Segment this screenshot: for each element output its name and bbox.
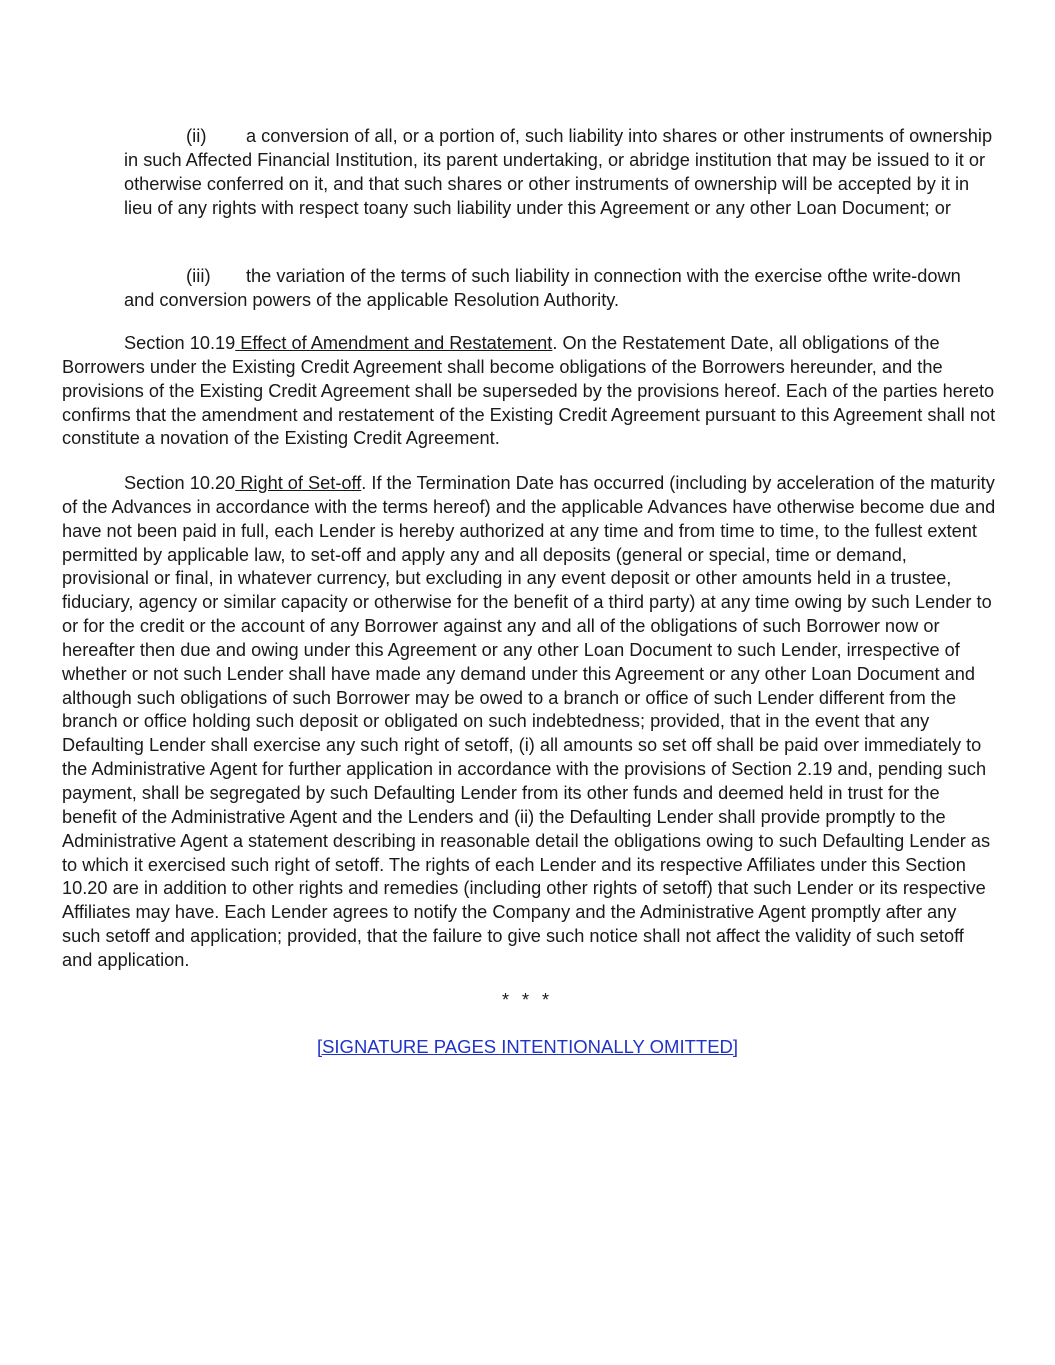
clause-ii-label: (ii) (186, 125, 207, 146)
clause-ii-text: a conversion of all, or a portion of, such liability into shares or other instruments of ownership in such Affected Financial Institution, its parent undertaking, or abridge institution that may be issued to it or otherwise conferred on it, and that such shares or other instruments of ownership will be accepted by it in lieu of any rights with respect toany such liability under this Agreement or any other Loan Document; or (124, 126, 993, 218)
signature-pages-link[interactable]: [SIGNATURE PAGES INTENTIONALLY OMITTED] (316, 1036, 739, 1057)
section-10-20-number: Section 10.20 (124, 473, 236, 493)
section-10-20-heading: Right of Set-off (235, 473, 362, 493)
section-10-20-paragraph (62, 472, 997, 973)
section-10-19-number: Section 10.19 (124, 333, 236, 353)
clause-iii-label: (iii) (186, 265, 211, 286)
section-10-19-heading: Effect of Amendment and Restatement (235, 333, 553, 353)
section-10-19-body: . On the Restatement Date, all obligations of the Borrowers under the Existing Credit Agreement shall become obligations of the Borrowers hereunder, and the provisions of the Existing Credit Agreement shall be superseded by the provisions hereof. Each of the parties hereto confirms that the amendment and restatement of the Existing Credit Agreement pursuant to this Agreement shall not constitute a novation of the Existing Credit Agreement. (62, 333, 996, 449)
clause-iii-text: the variation of the terms of such liability in connection with the exercise ofthe write-down and conversion powers of the applicable Resolution Authority. (124, 266, 961, 310)
section-10-20-body: . If the Termination Date has occurred (including by acceleration of the maturity of the Advances in accordance with the terms hereof) and the applicable Advances have otherwise become due and have not been paid in full, each Lender is hereby authorized at any time and from time to time, to the fullest extent permitted by applicable law, to set-off and apply any and all deposits (general or special, time or demand, provisional or final, in whatever currency, but excluding in any event deposit or other amounts held in a trustee, fiduciary, agency or similar capacity or otherwise for the benefit of a third party) at any time owing by such Lender to or for the credit or the account of any Borrower against any and all of the obligations of such Borrower now or hereafter then due and owing under this Agreement or any other Loan Document to such Lender, irrespective of whether or not such Lender shall have made any demand under this Agreement or any other Loan Document and although such obligations of such Borrower may be owed to a branch or office of such Lender different from the branch or office holding such deposit or obligated on such indebtedness; provided, that in the event that any Defaulting Lender shall exercise any such right of setoff, (i) all amounts so set off shall be paid over immediately to the Administrative Agent for further application in accordance with the provisions of Section 2.19 and, pending such payment, shall be segregated by such Defaulting Lender from its other funds and deemed held in trust for the benefit of the Administrative Agent and the Lenders and (ii) the Defaulting Lender shall provide promptly to the Administrative Agent a statement describing in reasonable detail the obligations owing to such Defaulting Lender as to which it exercised such right of setoff. The rights of each Lender and its respective Affiliates under this Section 10.20 are in addition to other rights and remedies (including other rights of setoff) that such Lender or its respective Affiliates may have. Each Lender agrees to notify the Company and the Administrative Agent promptly after any such setoff and application; provided, that the failure to give such notice shall not affect the validity of such setoff and application. (62, 473, 996, 970)
clause-iii-paragraph (124, 264, 994, 313)
signature-notice (0, 1036, 1055, 1058)
clause-ii-paragraph (124, 124, 994, 220)
section-separator: * * * (501, 990, 554, 1010)
section-10-19-paragraph (62, 332, 997, 451)
